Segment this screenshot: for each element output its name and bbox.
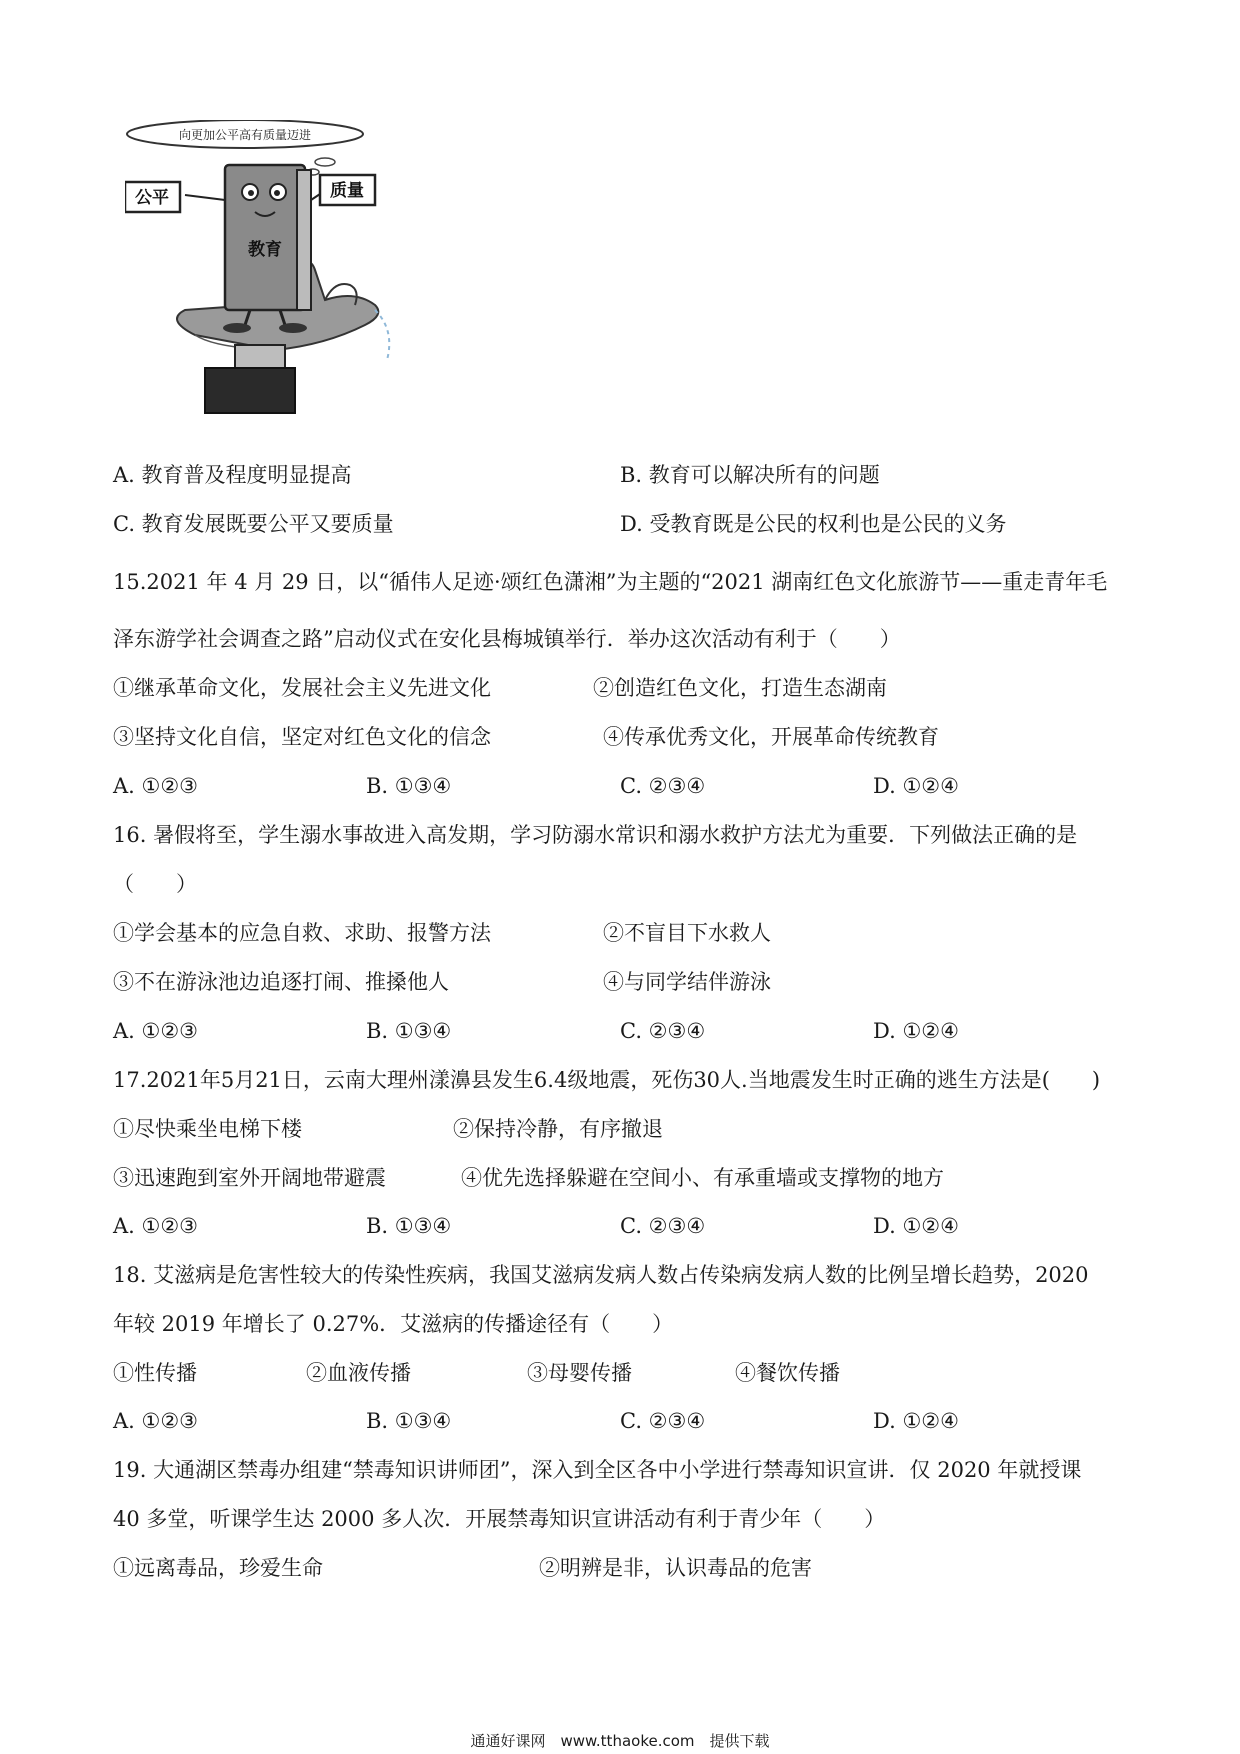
banner-text: 向更加公平高有质量迈进 (178, 128, 312, 142)
q16-item-1: ①学会基本的应急自救、求助、报警方法 (113, 921, 491, 945)
q15-item-2: ②创造红色文化，打造生态湖南 (593, 676, 887, 700)
book-body (225, 165, 305, 310)
page-footer: 通通好课网 www.tthaoke.com 提供下载 (470, 1732, 770, 1750)
q17-item-3: ③迅速跑到室外开阔地带避震 (113, 1166, 386, 1190)
q17-answer-a: A. ①②③ (113, 1214, 198, 1238)
q17-item-4: ④优先选择躲避在空间小、有承重墙或支撑物的地方 (461, 1166, 944, 1190)
q17-item-2: ②保持冷静，有序撤退 (453, 1117, 663, 1141)
q17-stem-line1: 17.2021年5月21日，云南大理州漾濞县发生6.4级地震，死伤30人.当地震发生时正确的逃生方法是( ) (113, 1068, 1101, 1092)
q19-item-1: ①远离毒品，珍爱生命 (113, 1556, 323, 1580)
q16-item-3: ③不在游泳池边追逐打闹、推搡他人 (113, 970, 449, 994)
q16-stem-line1: 16. 暑假将至，学生溺水事故进入高发期，学习防溺水常识和溺水救护方法尤为重要．下列做法正确的是 (113, 823, 1078, 847)
q18-stem-line2: 年较 2019 年增长了 0.27%．艾滋病的传播途径有（ ） (113, 1312, 674, 1336)
q15-answer-c: C. ②③④ (620, 774, 706, 798)
q18-stem-line1: 18. 艾滋病是危害性较大的传染性疾病，我国艾滋病发病人数占传染病发病人数的比例呈增长趋势，2020 (113, 1263, 1089, 1287)
q17-answer-c: C. ②③④ (620, 1214, 706, 1238)
q16-stem-line2: （ ） (113, 872, 197, 896)
q18-item-4: ④餐饮传播 (735, 1361, 840, 1385)
q18-item-3: ③母婴传播 (527, 1361, 632, 1385)
q15-item-4: ④传承优秀文化，开展革命传统教育 (603, 725, 939, 749)
q19-stem-line1: 19. 大通湖区禁毒办组建“禁毒知识讲师团”，深入到全区各中小学进行禁毒知识宣讲．仅 2020 年就授课 (113, 1458, 1082, 1482)
q15-answer-a: A. ①②③ (113, 774, 198, 798)
q17-answer-d: D. ①②④ (873, 1214, 959, 1238)
q14-option-c: C. 教育发展既要公平又要质量 (113, 512, 394, 536)
right-sign-text: 质量 (330, 181, 364, 201)
q18-item-1: ①性传播 (113, 1361, 197, 1385)
education-cartoon-illustration (125, 120, 430, 420)
q18-answer-b: B. ①③④ (366, 1409, 452, 1433)
book-label: 教育 (248, 240, 282, 260)
q16-answer-d: D. ①②④ (873, 1019, 959, 1043)
q16-item-4: ④与同学结伴游泳 (603, 970, 771, 994)
q15-item-1: ①继承革命文化，发展社会主义先进文化 (113, 676, 491, 700)
q19-item-2: ②明辨是非，认识毒品的危害 (539, 1556, 812, 1580)
q15-stem-line2: 泽东游学社会调查之路”启动仪式在安化县梅城镇举行．举办这次活动有利于（ ） (113, 627, 901, 651)
q16-answer-a: A. ①②③ (113, 1019, 198, 1043)
q16-item-2: ②不盲目下水救人 (603, 921, 771, 945)
q17-answer-b: B. ①③④ (366, 1214, 452, 1238)
q14-option-b: B. 教育可以解决所有的问题 (620, 463, 880, 487)
q18-answer-c: C. ②③④ (620, 1409, 706, 1433)
q14-option-d: D. 受教育既是公民的权利也是公民的义务 (620, 512, 1007, 536)
q15-answer-d: D. ①②④ (873, 774, 959, 798)
q18-answer-d: D. ①②④ (873, 1409, 959, 1433)
q16-answer-b: B. ①③④ (366, 1019, 452, 1043)
left-sign-text: 公平 (135, 188, 169, 208)
sleeve-block (205, 368, 295, 413)
q18-item-2: ②血液传播 (306, 1361, 411, 1385)
q16-answer-c: C. ②③④ (620, 1019, 706, 1043)
q15-stem-line1: 15.2021 年 4 月 29 日，以“循伟人足迹·颂红色潇湘”为主题的“2021 湖南红色文化旅游节——重走青年毛 (113, 570, 1108, 594)
q17-item-1: ①尽快乘坐电梯下楼 (113, 1117, 302, 1141)
q19-stem-line2: 40 多堂，听课学生达 2000 多人次．开展禁毒知识宣讲活动有利于青少年（ ） (113, 1507, 886, 1531)
q18-answer-a: A. ①②③ (113, 1409, 198, 1433)
q14-option-a: A. 教育普及程度明显提高 (113, 463, 352, 487)
q15-item-3: ③坚持文化自信，坚定对红色文化的信念 (113, 725, 491, 749)
q15-answer-b: B. ①③④ (366, 774, 452, 798)
